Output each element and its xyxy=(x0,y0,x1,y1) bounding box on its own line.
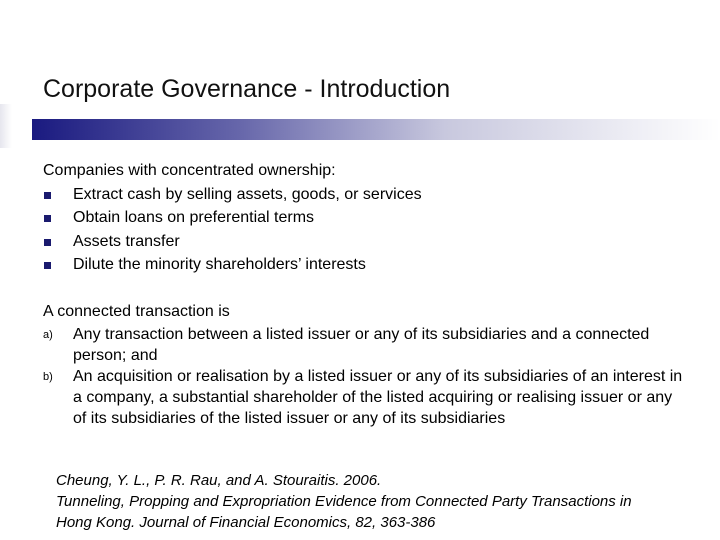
square-bullet-icon xyxy=(44,262,51,269)
citation xyxy=(56,470,696,533)
citation-line: Tunneling, Propping and Expropriation Evidence from Connected Party Transactions in xyxy=(56,493,632,510)
left-accent-gradient xyxy=(0,104,12,148)
spacer xyxy=(43,277,693,300)
list-item xyxy=(43,183,693,207)
section1-heading: Companies with concentrated ownership: xyxy=(43,162,336,179)
list-item xyxy=(43,206,693,230)
list-item xyxy=(43,366,693,429)
bullet-text: Dilute the minority shareholders’ interests xyxy=(73,256,366,273)
item-marker: b) xyxy=(43,371,53,383)
square-bullet-icon xyxy=(44,239,51,246)
list-item xyxy=(43,253,693,277)
square-bullet-icon xyxy=(44,215,51,222)
list-item xyxy=(43,324,693,366)
title-underline-bar xyxy=(32,119,720,140)
citation-line: Cheung, Y. L., P. R. Rau, and A. Stouraitis. 2006. xyxy=(56,472,382,489)
item-marker: a) xyxy=(43,329,53,341)
slide-title: Corporate Governance - Introduction xyxy=(43,75,451,103)
citation-line: Hong Kong. Journal of Financial Economics, 82, 363-386 xyxy=(56,514,436,531)
square-bullet-icon xyxy=(44,192,51,199)
bullet-text: Extract cash by selling assets, goods, or services xyxy=(73,185,422,203)
list-item xyxy=(43,230,693,254)
bullet-text: Assets transfer xyxy=(73,232,180,250)
section2-heading: A connected transaction is xyxy=(43,302,230,320)
bullet-text: Obtain loans on preferential terms xyxy=(73,209,315,226)
item-text: An acquisition or realisation by a listed issuer or any of its subsidiaries of an interest in a company, a substantial shareholder of the listed acquiring or realising issuer or any of its subsidiaries of the listed issuer or any of its subsidiaries xyxy=(73,368,683,427)
item-text: Any transaction between a listed issuer or any of its subsidiaries and a connected person; and xyxy=(73,326,650,364)
slide-body xyxy=(43,159,693,429)
